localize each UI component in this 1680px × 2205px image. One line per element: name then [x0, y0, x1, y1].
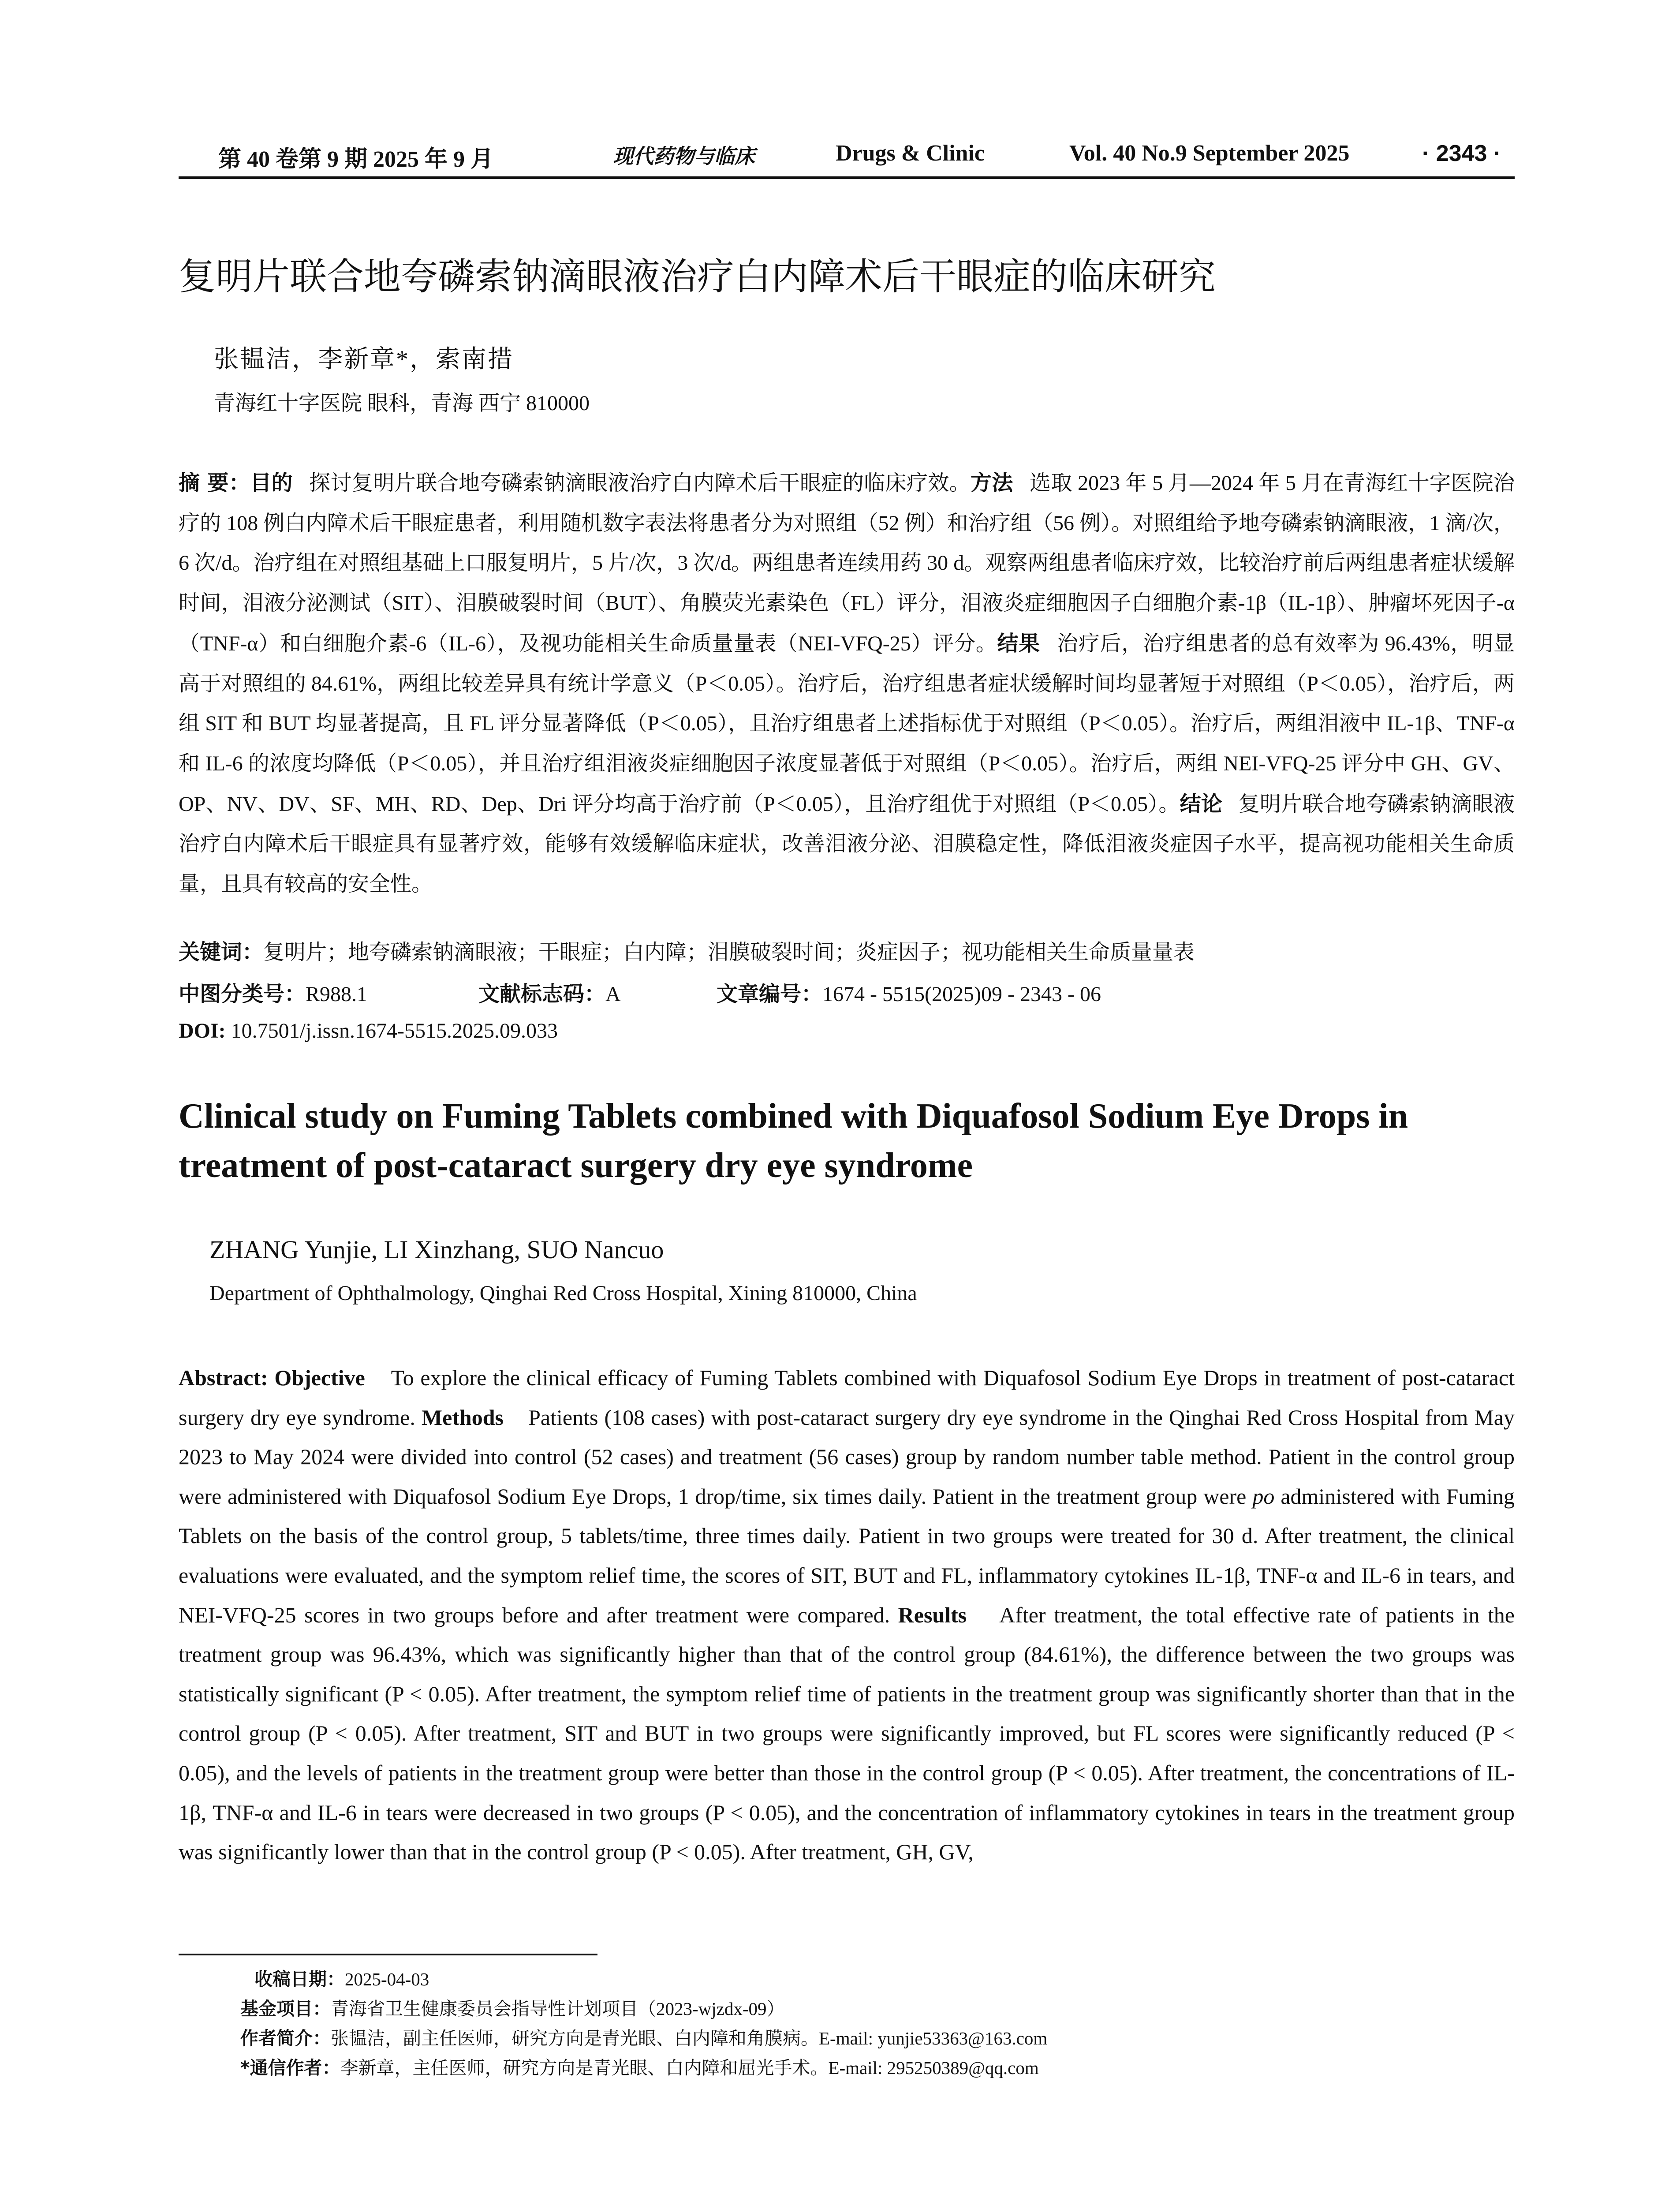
clc-label: 中图分类号： [179, 982, 306, 1006]
cn-results-label: 结果 [997, 631, 1040, 656]
en-methods-po: po [1252, 1484, 1275, 1509]
doi-value[interactable]: 10.7501/j.issn.1674-5515.2025.09.033 [231, 1019, 558, 1043]
cn-authors: 张韫洁，李新章*，索南措 [214, 346, 514, 373]
en-title: Clinical study on Fuming Tablets combined with Diquafosol Sodium Eye Drops in treatment of post-cataract surgery dry eye syndrome [179, 1097, 1408, 1185]
en-abstract-label: Abstract: Objective [179, 1365, 365, 1390]
journal-page [179, 0, 1515, 2205]
cn-objective-label: 目的 [250, 471, 293, 495]
cn-results: 治疗后，治疗组患者的总有效率为 96.43%，明显高于对照组的 84.61%，两组比较差异具有统计学意义（P＜0.05）。治疗后，治疗组患者症状缓解时间均显著短于对照组（P＜0.05），治疗后，两组 SIT 和 BUT 均显著提高，且 FL 评分显著降低（P＜0.05），且治疗组患者上述指标优于对照组（P＜0.05）。治疗后，两组泪液中 IL-1β、TNF-α 和 IL-6 的浓度均降低（P＜0.05），并且治疗组泪液炎症细胞因子浓度显著低于对照组（P＜0.05）。治疗后，两组 NEI-VFQ-25 评分中 GH、GV、OP、NV、DV、SF、MH、RD、Dep、Dri 评分均高于治疗前（P＜0.05），且治疗组优于对照组（P＜0.05）。 [179, 632, 1515, 816]
cn-affiliation: 青海红十字医院 眼科，青海 西宁 810000 [214, 392, 590, 415]
en-methods-a: Patients (108 cases) with post-cataract surgery dry eye syndrome in the Qinghai Red Cross Hospital from May 2023 to May 2024 were divided into control (52 cases) and treatment (56 cases) group by random number table method. Patient in the control group were administered with Diquafosol Sodium Eye Drops, 1 drop/time, six times daily. Patient in the treatment group were [179, 1405, 1515, 1509]
cn-keywords-text: 复明片；地夸磷索钠滴眼液；干眼症；白内障；泪膜破裂时间；炎症因子；视功能相关生命质量量表 [263, 941, 1195, 964]
cn-objective: 探讨复明片联合地夸磷索钠滴眼液治疗白内障术后干眼症的临床疗效。 [309, 471, 971, 495]
en-methods-b: administered with Fuming Tablets on the basis of the control group, 5 tablets/time, three times daily. Patient in two groups were treated for 30 d. After treatment, the clinical evaluations were evaluated, and the symptom relief time, the scores of SIT, BUT and FL, inflammatory cytokines IL-1β, TNF-α and IL-6 in tears, and NEI-VFQ-25 scores in two groups before and after treatment were compared. [179, 1484, 1515, 1627]
en-abstract [179, 1358, 1515, 1872]
volume-info: Vol. 40 No.9 September 2025 [1069, 141, 1350, 166]
cn-doi [179, 1019, 1515, 1043]
cn-keywords-label: 关键词： [179, 940, 264, 964]
en-methods-label: Methods [421, 1405, 504, 1430]
cn-abstract [179, 463, 1515, 904]
footnotes [240, 1965, 1047, 2083]
cn-classification [179, 977, 1515, 1007]
doc-code-label: 文献标志码： [478, 982, 606, 1006]
en-authors: ZHANG Yunjie, LI Xinzhang, SUO Nancuo [209, 1235, 664, 1264]
cn-conclusion-label: 结论 [1180, 791, 1223, 816]
footnote-author-bio: 作者简介：张韫洁，副主任医师，研究方向是青光眼、白内障和角膜病。E-mail: yunjie53363@163.com [240, 2028, 1048, 2049]
journal-name-en: Drugs & Clinic [836, 141, 985, 166]
footnote-funding: 基金项目：青海省卫生健康委员会指导性计划项目（2023-wjzdx-09） [240, 1998, 785, 2019]
en-objective: To explore the clinical efficacy of Fuming Tablets combined with Diquafosol Sodium Eye Drops in treatment of post-cataract surgery dry eye syndrome. [179, 1365, 1515, 1430]
running-header [179, 140, 1515, 180]
cn-abstract-label: 摘 要： [179, 471, 250, 495]
header-rule [179, 176, 1515, 179]
page-number: · 2343 · [1422, 141, 1501, 166]
en-results: After treatment, the total effective rate of patients in the treatment group was 96.43%, which was significantly higher than that of the control group (84.61%), the difference between the two groups was statistically significant (P < 0.05). After treatment, the symptom relief time of patients in the treatment group was significantly shorter than that in the control group (P < 0.05). After treatment, SIT and BUT in two groups were significantly improved, but FL scores were significantly reduced (P < 0.05), and the levels of patients in the treatment group were better than those in the control group (P < 0.05). After treatment, the concentrations of IL-1β, TNF-α and IL-6 in tears were decreased in two groups (P < 0.05), and the concentration of inflammatory cytokines in tears in the treatment group was significantly lower than that in the control group (P < 0.05). After treatment, GH, GV, [179, 1602, 1515, 1865]
article-no-value: 1674 - 5515(2025)09 - 2343 - 06 [822, 983, 1101, 1006]
footnote-received: 收稿日期：2025-04-03 [254, 1969, 429, 1990]
cn-methods: 选取 2023 年 5 月—2024 年 5 月在青海红十字医院治疗的 108 例白内障术后干眼症患者，利用随机数字表法将患者分为对照组（52 例）和治疗组（56 例）。对照组给予地夸磷索钠滴眼液，1 滴/次，6 次/d。治疗组在对照组基础上口服复明片，5 片/次，3 次/d。两组患者连续用药 30 d。观察两组患者临床疗效，比较治疗前后两组患者症状缓解时间，泪液分泌测试（SIT）、泪膜破裂时间（BUT）、角膜荧光素染色（FL）评分，泪液炎症细胞因子白细胞介素-1β（IL-1β）、肿瘤坏死因子-α（TNF-α）和白细胞介素-6（IL-6），及视功能相关生命质量量表（NEI-VFQ-25）评分。 [179, 471, 1515, 655]
cn-conclusion: 复明片联合地夸磷索钠滴眼液治疗白内障术后干眼症具有显著疗效，能够有效缓解临床症状，改善泪液分泌、泪膜稳定性，降低泪液炎症因子水平，提高视功能相关生命质量，且具有较高的安全性。 [179, 792, 1515, 896]
doi-label: DOI: [179, 1019, 226, 1043]
cn-methods-label: 方法 [971, 471, 1013, 495]
footnote-corresponding: *通信作者：李新章，主任医师，研究方向是青光眼、白内障和屈光手术。E-mail: 295250389@qq.com [240, 2057, 1039, 2078]
cn-title: 复明片联合地夸磷索钠滴眼液治疗白内障术后干眼症的临床研究 [179, 255, 1216, 298]
footnote-rule [179, 1954, 597, 1955]
journal-name-cn: 现代药物与临床 [613, 144, 755, 168]
cn-keywords [179, 935, 1515, 965]
clc-value: R988.1 [306, 983, 368, 1006]
en-results-label: Results [898, 1602, 967, 1627]
en-affiliation: Department of Ophthalmology, Qinghai Red Cross Hospital, Xining 810000, China [209, 1282, 917, 1305]
issue-cn: 第 40 卷第 9 期 2025 年 9 月 [218, 147, 494, 172]
doc-code-value: A [605, 983, 621, 1006]
article-no-label: 文章编号： [717, 982, 823, 1006]
